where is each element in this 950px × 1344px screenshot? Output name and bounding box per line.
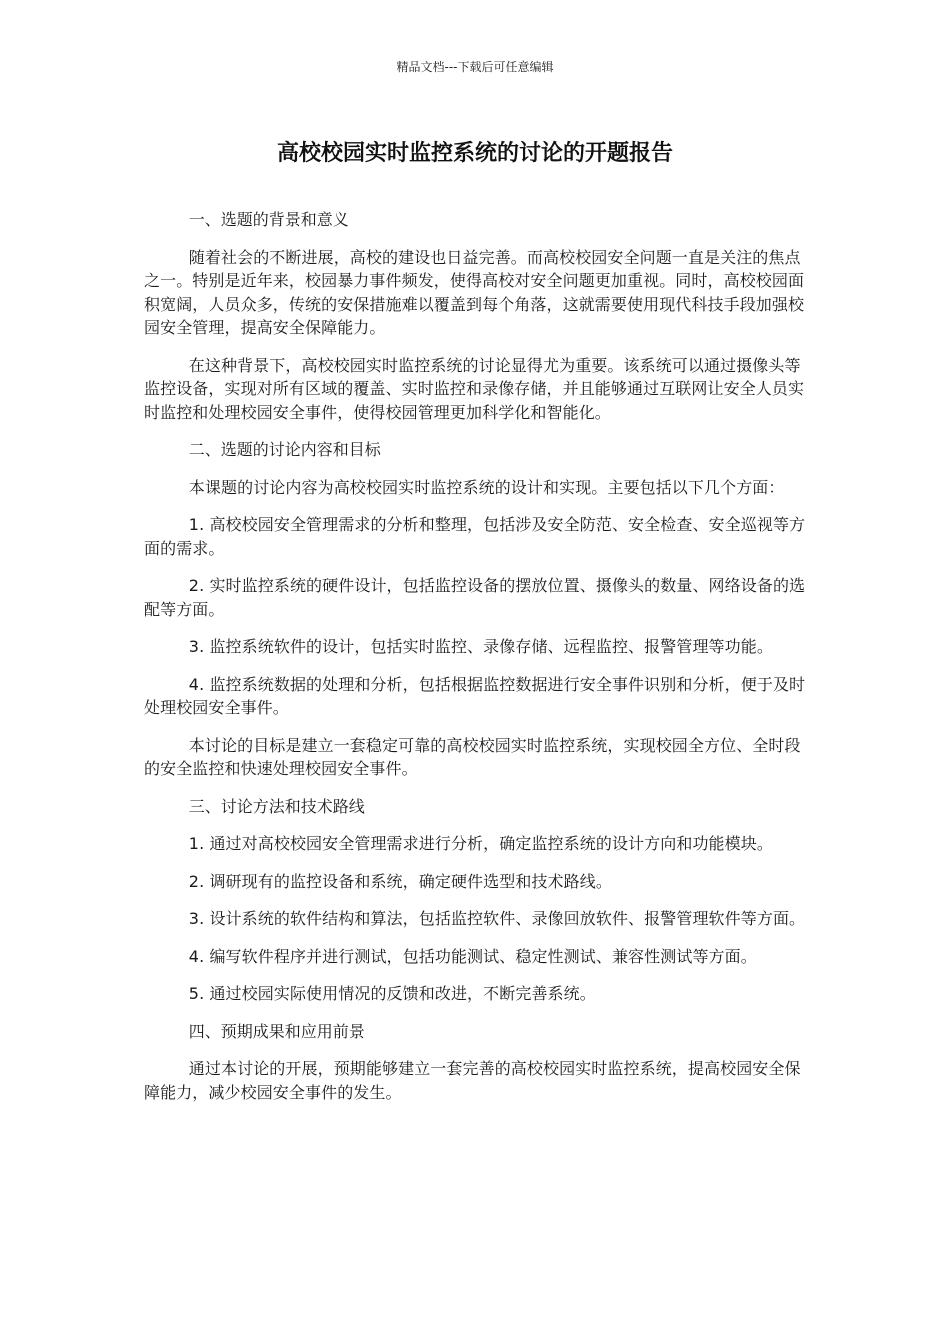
paragraph: 本讨论的目标是建立一套稳定可靠的高校校园实时监控系统，实现校园全方位、全时段的安全监控和快速处理校园安全事件。 [144, 735, 801, 778]
list-item: 3. 设计系统的软件结构和算法，包括监控软件、录像回放软件、报警管理软件等方面。 [188, 909, 806, 928]
list-item: 2. 实时监控系统的硬件设计，包括监控设备的摆放位置、摄像头的数量、网络设备的选配等方面。 [144, 576, 806, 619]
list-item: 2. 调研现有的监控设备和系统，确定硬件选型和技术路线。 [188, 871, 612, 891]
paragraph: 本课题的讨论内容为高校校园实时监控系统的设计和实现。主要包括以下几个方面： [188, 477, 785, 497]
section-heading-1: 一、选题的背景和意义 [188, 210, 349, 229]
list-item: 1. 高校校园安全管理需求的分析和整理，包括涉及安全防范、安全检查、安全巡视等方面的需求。 [144, 515, 806, 558]
document-body [144, 208, 806, 1118]
list-item: 4. 编写软件程序并进行测试，包括功能测试、稳定性测试、兼容性测试等方面。 [188, 946, 757, 966]
document-title: 高校校园实时监控系统的讨论的开题报告 [276, 141, 673, 166]
list-item: 5. 通过校园实际使用情况的反馈和改进，不断完善系统。 [188, 984, 596, 1003]
paragraph: 通过本讨论的开展，预期能够建立一套完善的高校校园实时监控系统，提高校园安全保障能力，减少校园安全事件的发生。 [144, 1059, 801, 1102]
list-item: 4. 监控系统数据的处理和分析，包括根据监控数据进行安全事件识别和分析，便于及时处理校园安全事件。 [144, 674, 806, 717]
list-item: 1. 通过对高校校园安全管理需求进行分析，确定监控系统的设计方向和功能模块。 [188, 834, 773, 853]
paragraph: 随着社会的不断进展，高校的建设也日益完善。而高校校园安全问题一直是关注的焦点之一。特别是近年来，校园暴力事件频发，使得高校对安全问题更加重视。同时，高校校园面积宽阔，人员众多，传统的安保措施难以覆盖到每个角落，这就需要使用现代科技手段加强校园安全管理，提高安全保障能力。 [144, 247, 805, 337]
section-heading-4: 四、预期成果和应用前景 [188, 1021, 365, 1041]
paragraph: 在这种背景下，高校校园实时监控系统的讨论显得尤为重要。该系统可以通过摄像头等监控设备，实现对所有区域的覆盖、实时监控和录像存储，并且能够通过互联网让安全人员实时监控和处理校园安全事件，使得校园管理更加科学化和智能化。 [144, 355, 805, 422]
section-heading-3: 三、讨论方法和技术路线 [188, 796, 365, 816]
section-heading-2: 二、选题的讨论内容和目标 [188, 440, 381, 459]
list-item: 3. 监控系统软件的设计，包括实时监控、录像存储、远程监控、报警管理等功能。 [188, 637, 773, 656]
header-note: 精品文档---下载后可任意编辑 [396, 60, 554, 74]
